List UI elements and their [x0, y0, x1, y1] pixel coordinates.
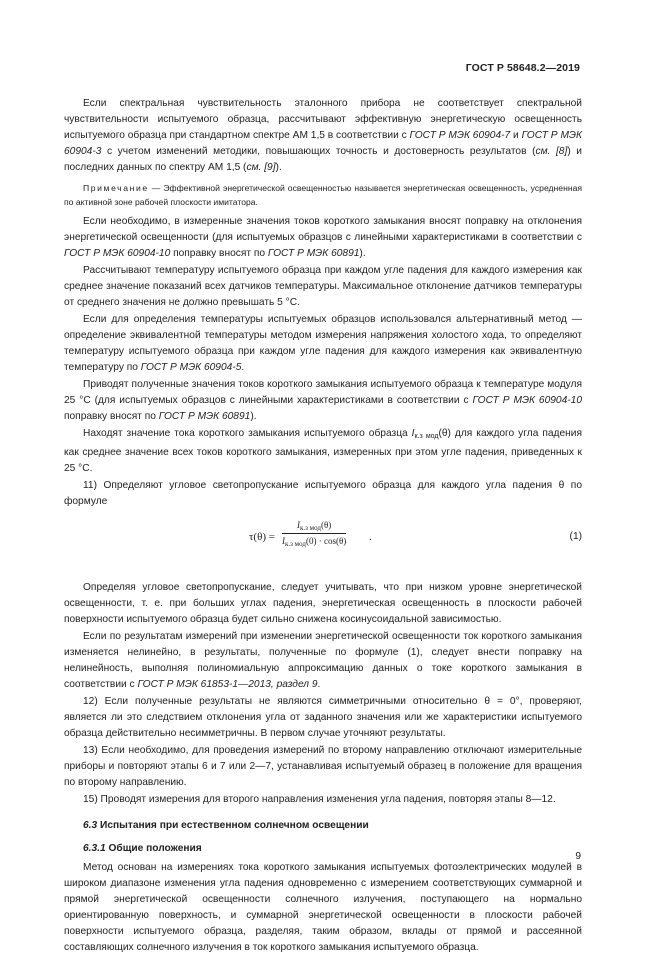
paragraph-step-13: 13) Если необходимо, для проведения измерений по второму направлению отключают измерительные приборы и повторяют этапы 6 и 7 или 2—7, устанавливая испытуемый образец в положение для вращения по второму направлению.	[64, 745, 582, 788]
paragraph-spectral: Если спектральная чувствительность эталонного прибора не соответствует спектральной чувствительности испытуемого образца, рассчитывают эффективную энергетическую освещенность испытуемого образца при стандартном спектре АМ 1,5 в соответствии с ГОСТ Р МЭК 60904-7 и ГОСТ Р МЭК 60904-3 с учетом изменений методики, повышающих точность и достоверность результатов (см. [8]) и последних данных по спектру АМ 1,5 (см. [9]).	[64, 98, 583, 173]
note: Примечание — Эффективной энергетической освещенностью называется энергетическая освещенность, усредненная по активной зоне рабочей плоскости имитатора.	[64, 183, 582, 207]
paragraph-equivalent-temperature: Если для определения температуры испытуемых образцов использовался альтернативный метод — определение эквивалентной температуры методом измерения напряжения холостого хода, то определяют температуру испытуемого образца при каждом угле падения для каждого измерения как эквивалентную температуру по ГОСТ Р МЭК 60904-5.	[64, 314, 582, 373]
formula-number: (1)	[569, 531, 582, 542]
paragraph-short-circuit-current: Находят значение тока короткого замыкания испытуемого образца $I_{к.з мод}(\theta)$ для каждого угла падения как среднее значение всех токов короткого замыкания, измеренных при этом угле падения, приведенных к 25 °С.	[64, 428, 582, 474]
paragraph-temperature-correction: Приводят полученные значения токов короткого замыкания испытуемого образца к температуре модуля 25 °С (для испытуемых образцов с линейными характеристиками в соответствии с ГОСТ Р МЭК 60904-10 поправку вносят по ГОСТ Р МЭК 60891).	[64, 379, 582, 422]
section-heading-6-3-1: 6.3.1 Общие положения	[83, 843, 202, 854]
formula-numerator: $I_{к.з мод}(\theta)$	[282, 520, 346, 534]
note-label: Примечание	[83, 183, 149, 193]
formula-denominator: $I_{к.з мод}(0) \cdot \cos(\theta)$	[282, 536, 347, 548]
formula-lhs: τ(θ) =	[249, 531, 275, 543]
section-heading-6-3: 6.3 Испытания при естественном солнечном освещении	[83, 820, 369, 831]
paragraph-nonlinearity: Если по результатам измерений при изменении энергетической освещенности ток короткого замыкания изменяется нелинейно, в результаты, полученные по формуле (1), следует внести поправку на нелинейность, выполняя полиномиальную аппроксимацию данных о токе короткого замыкания в соответствии с ГОСТ Р МЭК 61853-1—2013, раздел 9.	[64, 631, 582, 690]
paragraph-method: Метод основан на измерениях тока короткого замыкания испытуемых фотоэлектрических модулей в широком диапазоне изменения угла падения одновременно с измерением соответствующих суммарной и прямой энергетической освещенности солнечного излучения, поступающего на нормально ориентированную поверхность, и суммарной энергетической освещенности в плоскости рабочей поверхности испытуемого образца, разделяя, таким образом, вклады от прямой и рассеянной составляющих солнечного излучения в ток короткого замыкания испытуемого образца.	[64, 862, 582, 953]
page-body	[64, 96, 582, 956]
paragraph-irradiance-correction: Если необходимо, в измеренные значения токов короткого замыкания вносят поправку на отклонения энергетической освещенности (для испытуемых образцов с линейными характеристиками в соответствии с ГОСТ Р МЭК 60904-10 поправку вносят по ГОСТ Р МЭК 60891).	[64, 216, 582, 259]
paragraph-temperature: Рассчитывают температуру испытуемого образца при каждом угле падения для каждого измерения как среднее значение показаний всех датчиков температуры. Максимальное отклонение датчиков температуры от среднего значения не должно превышать 5 °С.	[64, 265, 582, 308]
paragraph-low-irradiance: Определяя угловое светопропускание, следует учитывать, что при низком уровне энергетической освещенности, т. е. при больших углах падения, энергетическая освещенность в плоскости рабочей поверхности испытуемого образца будет сильно снижена косинусоидальной зависимостью.	[64, 582, 582, 625]
document-header: ГОСТ Р 58648.2—2019	[465, 62, 580, 74]
formula-fraction	[282, 520, 346, 548]
paragraph-step-11: 11) Определяют угловое светопропускание испытуемого образца для каждого угла падения θ по формуле	[64, 480, 582, 507]
paragraph-step-12: 12) Если полученные результаты не являются симметричными относительно θ = 0°, проверяют, является ли это следствием отклонения угла от заданного значения или же характеристики испытуемого образца действительно несимметричны. В первом случае уточняют результаты.	[64, 696, 582, 739]
formula-1: τ(θ) = $I_{к.з мод}(\theta)$ $I_{к.з мод}(0) \cdot \cos(\theta)$ . (1)	[249, 520, 582, 548]
paragraph-step-15: 15) Проводят измерения для второго направления изменения угла падения, повторяя этапы 8—12.	[83, 794, 556, 805]
page-number: 9	[575, 851, 581, 862]
